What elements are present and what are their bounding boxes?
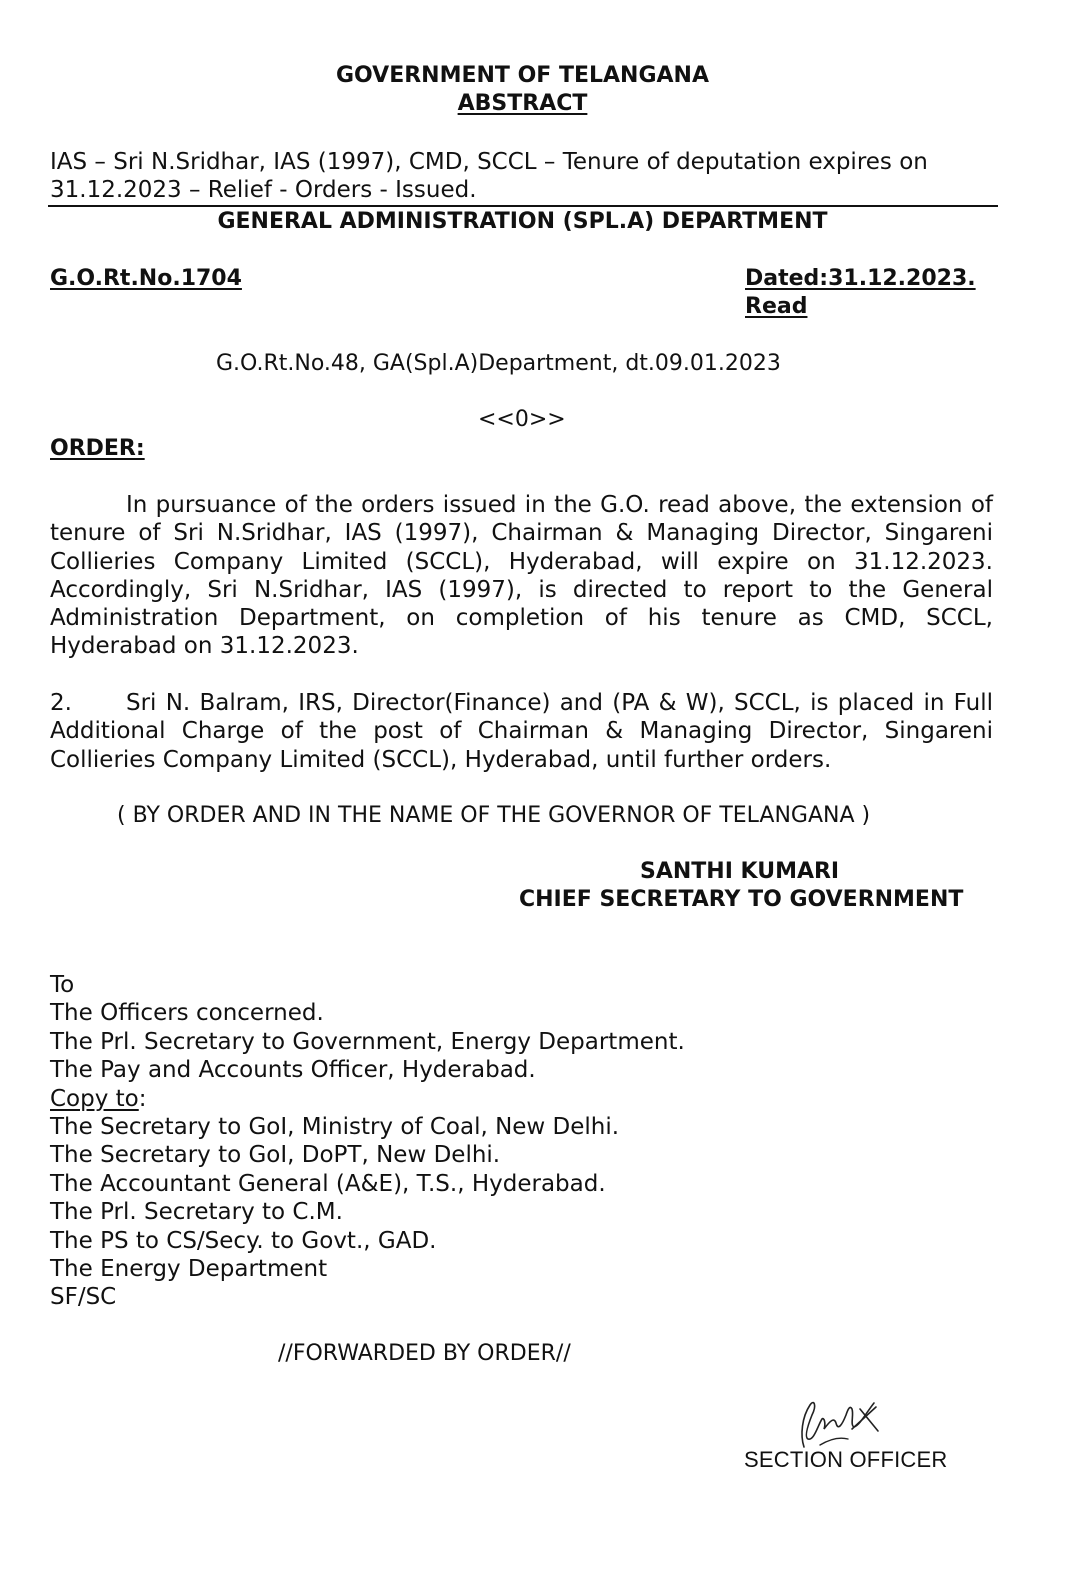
- signatory-title: CHIEF SECRETARY TO GOVERNMENT: [519, 887, 964, 912]
- by-order-line: ( BY ORDER AND IN THE NAME OF THE GOVERNOR OF TELANGANA ): [117, 803, 871, 828]
- paragraph-2-number: 2.: [50, 690, 72, 716]
- copy-recipient: SF/SC: [50, 1284, 117, 1311]
- header-divider: [48, 205, 998, 207]
- go-number: G.O.Rt.No.1704: [50, 266, 242, 291]
- department-title: GENERAL ADMINISTRATION (SPL.A) DEPARTMENT: [217, 209, 828, 234]
- signatory-name: SANTHI KUMARI: [640, 859, 840, 884]
- to-label: To: [50, 972, 75, 998]
- dated: Dated:31.12.2023.: [745, 266, 976, 291]
- order-paragraph-2: [50, 689, 993, 774]
- copy-recipient: The Secretary to GoI, Ministry of Coal, New Delhi.: [50, 1114, 620, 1141]
- copy-to-heading: [50, 1085, 685, 1113]
- order-label: ORDER:: [50, 436, 145, 461]
- copy-to-colon: :: [138, 1085, 147, 1112]
- section-officer-label: SECTION OFFICER: [744, 1447, 948, 1472]
- reference: G.O.Rt.No.48, GA(Spl.A)Department, dt.09.01.2023: [216, 351, 781, 376]
- copy-recipient: The Accountant General (A&E), T.S., Hyderabad.: [50, 1170, 606, 1197]
- copy-recipient: The PS to CS/Secy. to Govt., GAD.: [50, 1227, 437, 1254]
- government-title: GOVERNMENT OF TELANGANA: [336, 63, 709, 88]
- copy-recipient: The Energy Department: [50, 1256, 328, 1283]
- distribution-list: [50, 971, 685, 1312]
- copy-to-label: Copy to: [50, 1085, 139, 1112]
- paragraph-1-text: In pursuance of the orders issued in the G.O. read above, the extension of tenure of Sri N.Sridhar, IAS (1997), Chairman & Managing Director, Singareni Collieries Company Limited (SCCL), Hyderabad, will expire on 31.12.2023. Accordingly, Sri N.Sridhar, IAS (1997), is directed to report to the General Administration Department, on completion of his tenure as CMD, SCCL, Hyderabad on 31.12.2023.: [50, 492, 993, 660]
- order-paragraph-1: [50, 491, 993, 661]
- abstract-label: ABSTRACT: [457, 91, 588, 116]
- separator: <<0>>: [478, 407, 566, 432]
- paragraph-2-text: Sri N. Balram, IRS, Director(Finance) and (PA & W), SCCL, is placed in Full Additional Charge of the post of Chairman & Managing Director, Singareni Collieries Company Limited (SCCL), Hyderabad, until further orders.: [50, 690, 993, 773]
- copy-recipient: The Prl. Secretary to C.M.: [50, 1199, 343, 1226]
- read-label: Read: [745, 294, 808, 319]
- signature-icon: [790, 1395, 885, 1455]
- abstract-text: IAS – Sri N.Sridhar, IAS (1997), CMD, SCCL – Tenure of deputation expires on 31.12.2023 – Relief - Orders - Issued.: [50, 149, 928, 203]
- to-recipient: The Prl. Secretary to Government, Energy Department.: [50, 1028, 685, 1055]
- forwarded-line: //FORWARDED BY ORDER//: [278, 1341, 571, 1366]
- copy-recipient: The Secretary to GoI, DoPT, New Delhi.: [50, 1142, 501, 1169]
- to-recipient: The Pay and Accounts Officer, Hyderabad.: [50, 1057, 536, 1084]
- to-recipient: The Officers concerned.: [50, 1000, 324, 1027]
